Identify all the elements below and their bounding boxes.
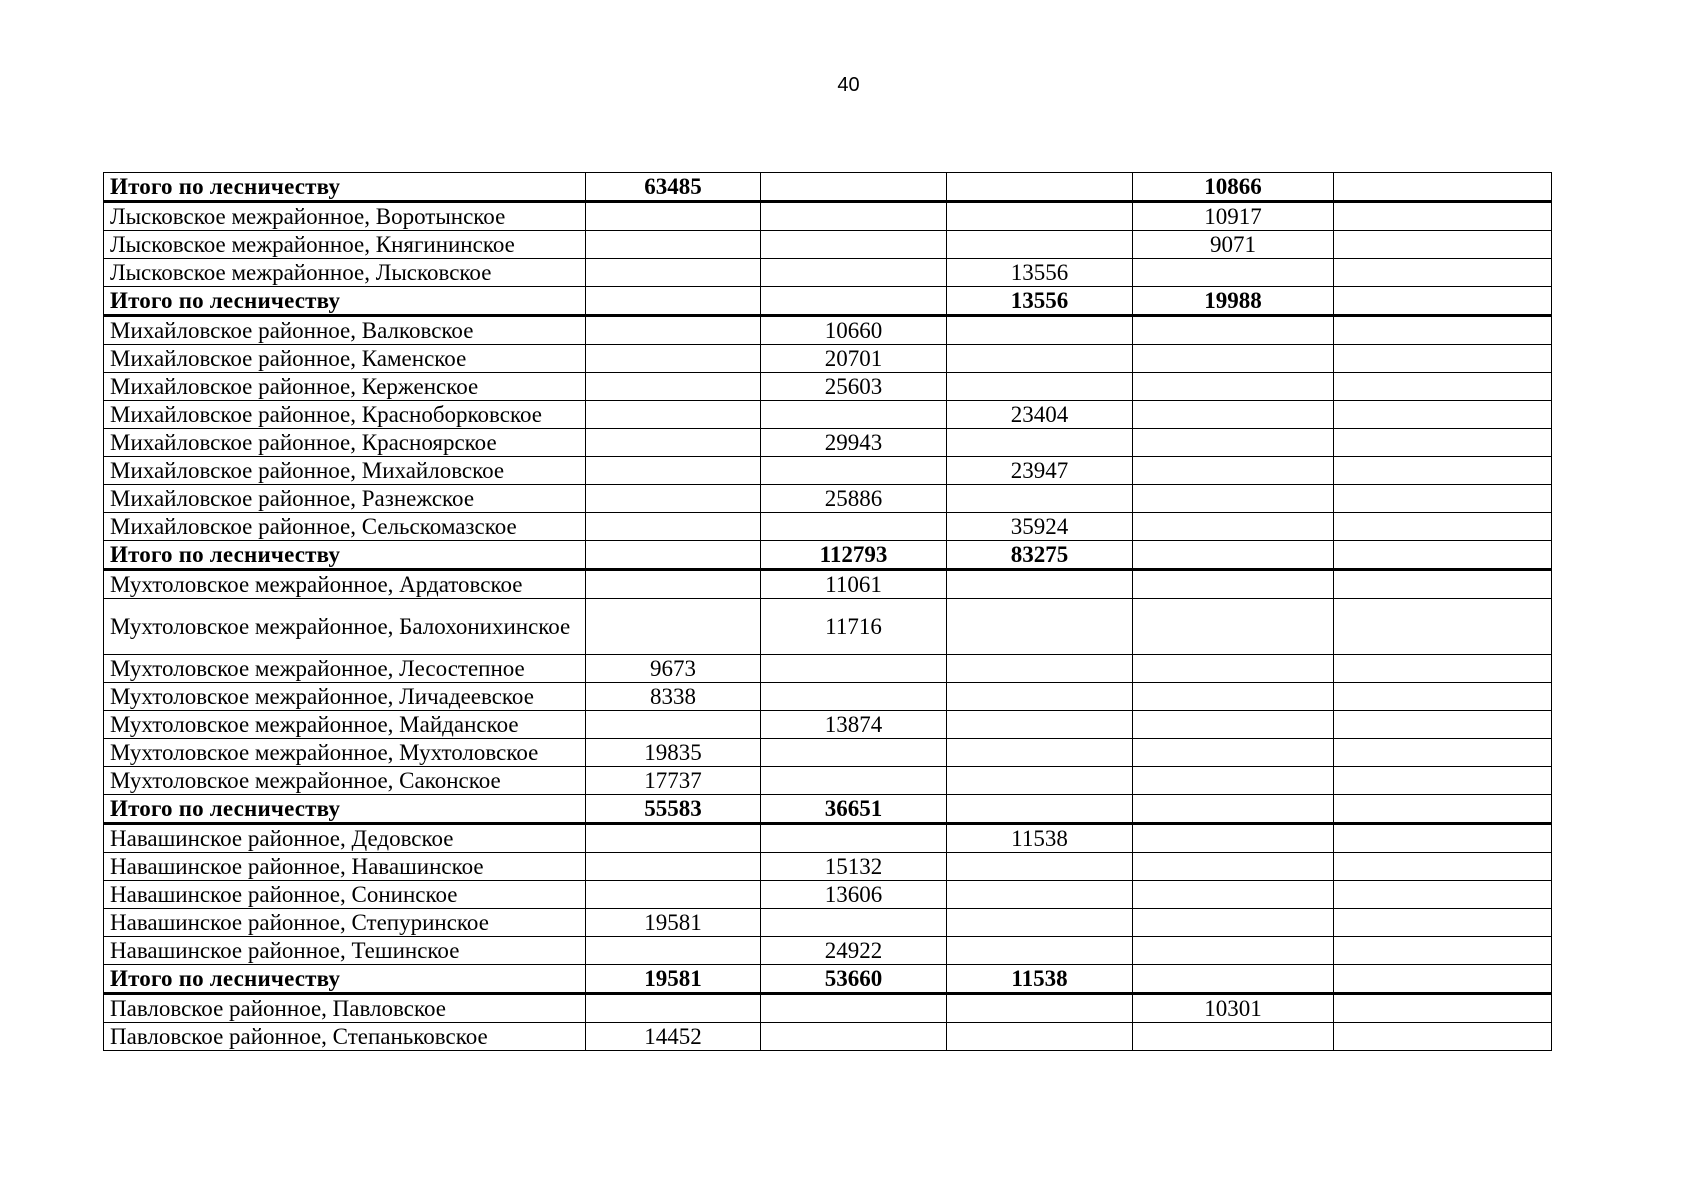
value-cell-col4 [1133,655,1334,683]
total-row [104,541,1552,570]
table-row [104,259,1552,287]
forestry-name: Михайловское районное, Каменское [104,345,586,373]
value-cell-col4 [1133,541,1334,570]
value-cell-col3 [947,202,1133,231]
table-row [104,231,1552,259]
value-cell-col1 [586,259,761,287]
value-cell-col5 [1334,429,1552,457]
value-cell-col1 [586,373,761,401]
value-cell-col1 [586,316,761,345]
value-cell-col3 [947,429,1133,457]
value-cell-col2 [761,683,947,711]
table-row [104,513,1552,541]
value-cell-col4 [1133,513,1334,541]
value-cell-col1 [586,994,761,1023]
value-cell-col2 [761,824,947,853]
value-cell-col3 [947,345,1133,373]
value-cell-col4 [1133,401,1334,429]
value-cell-col1 [586,513,761,541]
table-row [104,570,1552,599]
value-cell-col4 [1133,570,1334,599]
value-cell-col1: 19581 [586,909,761,937]
value-cell-col5 [1334,655,1552,683]
value-cell-col4: 9071 [1133,231,1334,259]
table-row [104,655,1552,683]
value-cell-col3 [947,599,1133,655]
value-cell-col5 [1334,401,1552,429]
value-cell-col3 [947,485,1133,513]
value-cell-col5 [1334,795,1552,824]
value-cell-col4: 19988 [1133,287,1334,316]
value-cell-col3: 35924 [947,513,1133,541]
value-cell-col3 [947,683,1133,711]
value-cell-col2 [761,994,947,1023]
value-cell-col3 [947,937,1133,965]
value-cell-col4 [1133,767,1334,795]
value-cell-col5 [1334,824,1552,853]
value-cell-col4 [1133,739,1334,767]
value-cell-col4: 10301 [1133,994,1334,1023]
value-cell-col2 [761,202,947,231]
value-cell-col3 [947,173,1133,202]
value-cell-col3: 23947 [947,457,1133,485]
table-row [104,202,1552,231]
total-label: Итого по лесничеству [104,795,586,824]
value-cell-col5 [1334,316,1552,345]
value-cell-col1 [586,401,761,429]
value-cell-col1 [586,287,761,316]
forestry-name: Мухтоловское межрайонное, Майданское [104,711,586,739]
table-row [104,994,1552,1023]
value-cell-col2 [761,909,947,937]
value-cell-col2: 13606 [761,881,947,909]
table-row [104,909,1552,937]
value-cell-col5 [1334,231,1552,259]
forestry-name: Навашинское районное, Дедовское [104,824,586,853]
value-cell-col5 [1334,881,1552,909]
value-cell-col2 [761,173,947,202]
value-cell-col5 [1334,373,1552,401]
forestry-table [103,172,1552,1051]
value-cell-col1: 8338 [586,683,761,711]
value-cell-col2 [761,655,947,683]
value-cell-col2 [761,767,947,795]
value-cell-col5 [1334,570,1552,599]
value-cell-col2 [761,287,947,316]
value-cell-col1 [586,457,761,485]
value-cell-col5 [1334,485,1552,513]
value-cell-col2: 24922 [761,937,947,965]
forestry-name: Мухтоловское межрайонное, Балохонихинское [104,599,586,655]
value-cell-col3 [947,881,1133,909]
value-cell-col5 [1334,683,1552,711]
value-cell-col5 [1334,513,1552,541]
value-cell-col1: 17737 [586,767,761,795]
value-cell-col5 [1334,173,1552,202]
value-cell-col3 [947,767,1133,795]
table-row [104,683,1552,711]
value-cell-col5 [1334,1023,1552,1051]
value-cell-col4 [1133,1023,1334,1051]
page-number: 40 [837,74,860,96]
table-row [104,373,1552,401]
value-cell-col2: 15132 [761,853,947,881]
value-cell-col1 [586,345,761,373]
value-cell-col4: 10866 [1133,173,1334,202]
value-cell-col3 [947,739,1133,767]
table-row [104,345,1552,373]
value-cell-col5 [1334,937,1552,965]
value-cell-col1 [586,824,761,853]
forestry-name: Павловское районное, Павловское [104,994,586,1023]
value-cell-col4: 10917 [1133,202,1334,231]
value-cell-col2: 11061 [761,570,947,599]
value-cell-col1 [586,711,761,739]
value-cell-col2 [761,739,947,767]
value-cell-col4 [1133,457,1334,485]
value-cell-col4 [1133,965,1334,994]
value-cell-col2: 53660 [761,965,947,994]
forestry-name: Михайловское районное, Красноярское [104,429,586,457]
table-row [104,853,1552,881]
forestry-name: Навашинское районное, Степуринское [104,909,586,937]
value-cell-col1 [586,881,761,909]
value-cell-col2 [761,401,947,429]
forestry-name: Лысковское межрайонное, Княгининское [104,231,586,259]
value-cell-col1: 63485 [586,173,761,202]
value-cell-col2: 11716 [761,599,947,655]
value-cell-col5 [1334,202,1552,231]
value-cell-col2: 25886 [761,485,947,513]
forestry-name: Павловское районное, Степаньковское [104,1023,586,1051]
value-cell-col3: 13556 [947,259,1133,287]
value-cell-col5 [1334,345,1552,373]
value-cell-col5 [1334,739,1552,767]
value-cell-col2: 10660 [761,316,947,345]
value-cell-col3 [947,853,1133,881]
table-row [104,1023,1552,1051]
value-cell-col4 [1133,824,1334,853]
value-cell-col1 [586,853,761,881]
value-cell-col2: 25603 [761,373,947,401]
value-cell-col2 [761,231,947,259]
value-cell-col5 [1334,767,1552,795]
value-cell-col3 [947,711,1133,739]
value-cell-col4 [1133,853,1334,881]
value-cell-col3 [947,373,1133,401]
value-cell-col4 [1133,909,1334,937]
value-cell-col4 [1133,259,1334,287]
forestry-name: Михайловское районное, Красноборковское [104,401,586,429]
value-cell-col3: 83275 [947,541,1133,570]
value-cell-col4 [1133,711,1334,739]
value-cell-col5 [1334,909,1552,937]
table-row [104,767,1552,795]
forestry-name: Мухтоловское межрайонное, Ардатовское [104,570,586,599]
value-cell-col1: 19581 [586,965,761,994]
forestry-name: Мухтоловское межрайонное, Лесостепное [104,655,586,683]
value-cell-col2: 20701 [761,345,947,373]
table-row [104,824,1552,853]
value-cell-col1 [586,599,761,655]
forestry-name: Мухтоловское межрайонное, Мухтоловское [104,739,586,767]
value-cell-col1 [586,570,761,599]
value-cell-col3: 11538 [947,824,1133,853]
value-cell-col3 [947,994,1133,1023]
value-cell-col4 [1133,345,1334,373]
forestry-name: Навашинское районное, Тешинское [104,937,586,965]
value-cell-col1 [586,541,761,570]
forestry-name: Мухтоловское межрайонное, Саконское [104,767,586,795]
value-cell-col4 [1133,429,1334,457]
table-row [104,881,1552,909]
value-cell-col1 [586,485,761,513]
value-cell-col5 [1334,457,1552,485]
value-cell-col3 [947,231,1133,259]
forestry-name: Навашинское районное, Сонинское [104,881,586,909]
table-row [104,739,1552,767]
value-cell-col1: 9673 [586,655,761,683]
value-cell-col4 [1133,485,1334,513]
total-label: Итого по лесничеству [104,173,586,202]
value-cell-col2: 112793 [761,541,947,570]
forestry-name: Михайловское районное, Сельскомазское [104,513,586,541]
value-cell-col5 [1334,599,1552,655]
value-cell-col1: 14452 [586,1023,761,1051]
table-row [104,457,1552,485]
table-row [104,429,1552,457]
value-cell-col5 [1334,287,1552,316]
forestry-name: Лысковское межрайонное, Лысковское [104,259,586,287]
value-cell-col4 [1133,373,1334,401]
value-cell-col4 [1133,795,1334,824]
value-cell-col5 [1334,541,1552,570]
value-cell-col1 [586,937,761,965]
table-row [104,316,1552,345]
table-row [104,711,1552,739]
total-label: Итого по лесничеству [104,541,586,570]
value-cell-col5 [1334,853,1552,881]
value-cell-col2 [761,513,947,541]
value-cell-col3 [947,909,1133,937]
table-row [104,937,1552,965]
value-cell-col1 [586,231,761,259]
forestry-name: Мухтоловское межрайонное, Личадеевское [104,683,586,711]
value-cell-col3: 23404 [947,401,1133,429]
forestry-name: Михайловское районное, Михайловское [104,457,586,485]
value-cell-col2: 36651 [761,795,947,824]
forestry-name: Михайловское районное, Разнежское [104,485,586,513]
total-row [104,795,1552,824]
total-row [104,965,1552,994]
total-label: Итого по лесничеству [104,287,586,316]
value-cell-col4 [1133,599,1334,655]
value-cell-col5 [1334,994,1552,1023]
value-cell-col3: 13556 [947,287,1133,316]
total-label: Итого по лесничеству [104,965,586,994]
value-cell-col4 [1133,316,1334,345]
forestry-table-body [104,173,1552,1051]
forestry-name: Навашинское районное, Навашинское [104,853,586,881]
value-cell-col4 [1133,683,1334,711]
value-cell-col4 [1133,937,1334,965]
value-cell-col1 [586,429,761,457]
value-cell-col4 [1133,881,1334,909]
value-cell-col5 [1334,259,1552,287]
forestry-name: Михайловское районное, Валковское [104,316,586,345]
value-cell-col2: 29943 [761,429,947,457]
value-cell-col2: 13874 [761,711,947,739]
value-cell-col5 [1334,965,1552,994]
value-cell-col5 [1334,711,1552,739]
value-cell-col1: 19835 [586,739,761,767]
forestry-name: Лысковское межрайонное, Воротынское [104,202,586,231]
value-cell-col2 [761,457,947,485]
value-cell-col2 [761,259,947,287]
table-row [104,485,1552,513]
value-cell-col1: 55583 [586,795,761,824]
total-row [104,173,1552,202]
table-row [104,599,1552,655]
value-cell-col1 [586,202,761,231]
value-cell-col3 [947,795,1133,824]
value-cell-col2 [761,1023,947,1051]
table-row [104,401,1552,429]
value-cell-col3 [947,570,1133,599]
value-cell-col3 [947,655,1133,683]
total-row [104,287,1552,316]
value-cell-col3 [947,316,1133,345]
value-cell-col3 [947,1023,1133,1051]
forestry-name: Михайловское районное, Керженское [104,373,586,401]
value-cell-col3: 11538 [947,965,1133,994]
